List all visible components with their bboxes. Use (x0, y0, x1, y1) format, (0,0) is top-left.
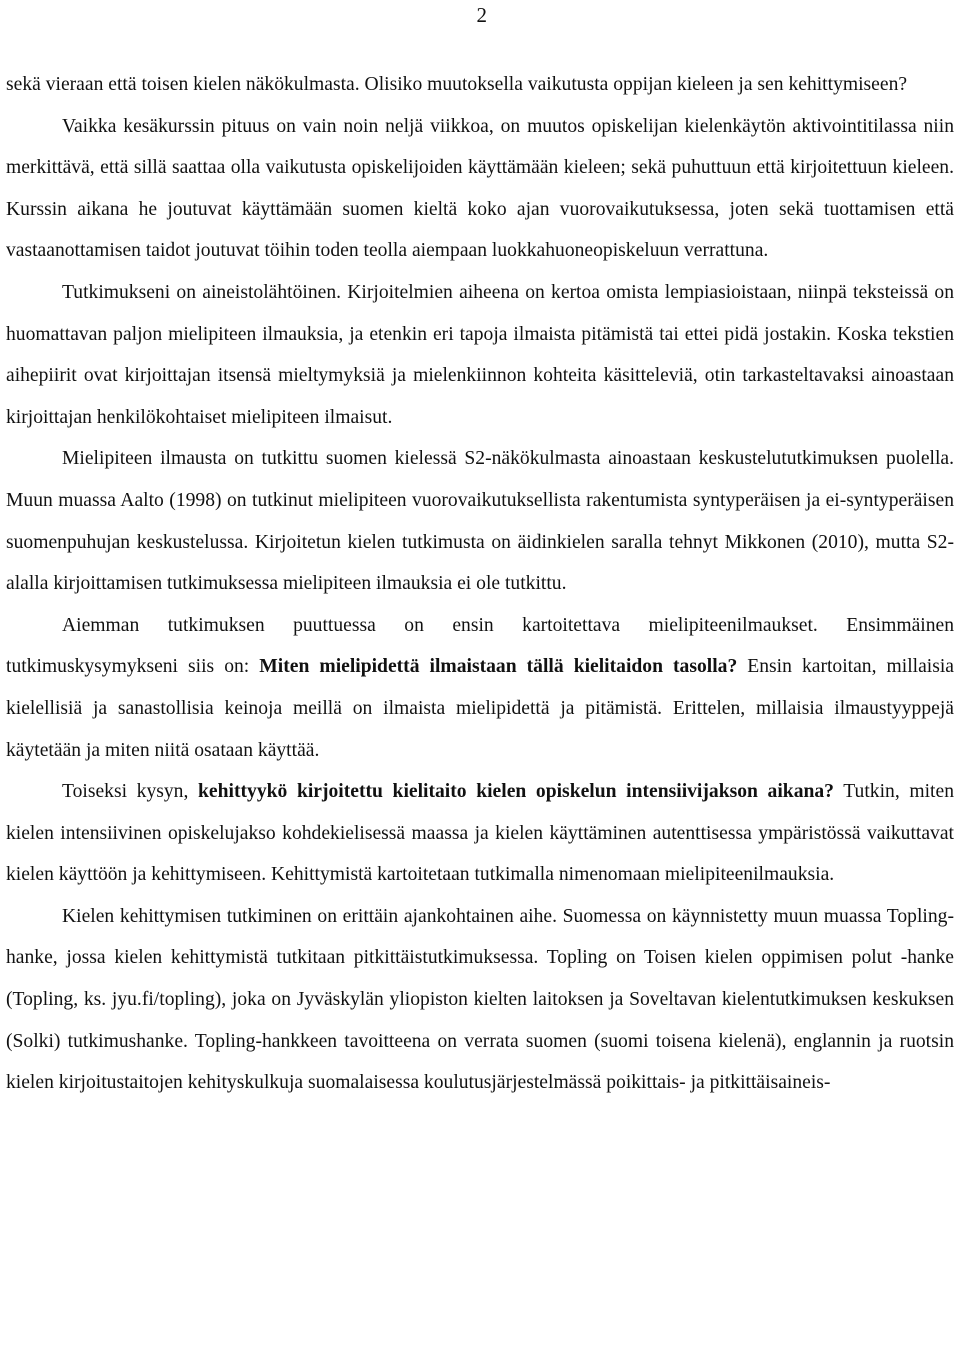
page-number: 2 (476, 3, 487, 27)
paragraph-5-text-after: Ensin kartoitan, millaisia kielellisiä ja sanastollisia keinoja meillä on ilmaista mielipidettä ja pitämistä. Erittelen, millaisia ilmaustyyppejä käytetään ja miten niitä osataan käyttää. (6, 656, 954, 761)
paragraph-4: Mielipiteen ilmausta on tutkittu suomen kielessä S2-näkökulmasta ainoastaan keskustelututkimuksen puolella. Muun muassa Aalto (1998) on tutkinut mielipiteen vuorovaikutuksellista rakentumista syntyperäisen ja ei-syntyperäisen suomenpuhujan keskustelussa. Kirjoitetun kielen tutkimusta on äidinkielen saralla tehnyt Mikkonen (2010), mutta S2-alalla kirjoittamisen tutkimuksessa mielipiteen ilmauksia ei ole tutkittu. (6, 448, 954, 595)
document-body (6, 64, 954, 1104)
paragraph-6-text-before: Toiseksi kysyn, (62, 781, 199, 803)
research-question-2: kehittyykö kirjoitettu kielitaito kielen opiskelun intensiivijakson aikana? (198, 781, 834, 803)
paragraph-1: sekä vieraan että toisen kielen näkökulmasta. Olisiko muutoksella vaikutusta oppijan kieleen ja sen kehittymiseen? (6, 74, 908, 95)
paragraph-2: Vaikka kesäkurssin pituus on vain noin neljä viikkoa, on muutos opiskelijan kielenkäytön aktivointitilassa niin merkittävä, että sillä saattaa olla vaikutusta opiskelijoiden käyttämään kieleen; sekä puhuttuun että kirjoitettuun kieleen. Kurssin aikana he joutuvat käyttämään suomen kieltä koko ajan vuorovaikutuksessa, joten sekä tuottamisen että vastaanottamisen taidot joutuvat töihin toden teolla aiempaan luokkahuoneopiskeluun verrattuna. (6, 115, 954, 262)
paragraph-6-text-after: Tutkin, miten kielen intensiivinen opiskelujakso kohdekielisessä maassa ja kielen käyttäminen autenttisessa ympäristössä vaikuttavat kielen käyttöön ja kehittymiseen. Kehittymistä kartoitetaan tutkimalla nimenomaan mielipiteenilmauksia. (6, 781, 954, 886)
paragraph-3: Tutkimukseni on aineistolähtöinen. Kirjoitelmien aiheena on kertoa omista lempiasioistaan, niinpä teksteissä on huomattavan paljon mielipiteen ilmauksia, ja etenkin eri tapoja ilmaista pitämistä tai ettei pidä jostakin. Koska tekstien aihepiirit ovat kirjoittajan itsensä mieltymyksiä ja mielenkiinnon kohteita käsitteleviä, otin tarkasteltavaksi ainoastaan kirjoittajan henkilökohtaiset mielipiteen ilmaisut. (6, 281, 954, 428)
paragraph-7: Kielen kehittymisen tutkiminen on erittäin ajankohtainen aihe. Suomessa on käynnistetty muun muassa Topling-hanke, jossa kielen kehittymistä tutkitaan pitkittäistutkimuksessa. Topling on Toisen kielen oppimisen polut -hanke (Topling, ks. jyu.fi/topling), joka on Jyväskylän yliopiston kielten laitoksen ja Soveltavan kielentutkimuksen keskuksen (Solki) tutkimushanke. Topling-hankkeen tavoitteena on verrata suomen (suomi toisena kielenä), englannin ja ruotsin kielen kirjoitustaitojen kehityskulkuja suomalaisessa koulutusjärjestelmässä poikittais- ja pitkittäisaineis- (6, 905, 954, 1094)
paragraph-5-text-before: Aiemman tutkimuksen puuttuessa on ensin kartoitettava mielipiteenilmaukset. Ensimmäinen tutkimuskysymykseni siis on: (6, 614, 954, 678)
paragraph-5 (6, 605, 954, 771)
research-question-1: Miten mielipidettä ilmaistaan tällä kielitaidon tasolla? (259, 656, 738, 678)
paragraph-6 (6, 771, 954, 896)
